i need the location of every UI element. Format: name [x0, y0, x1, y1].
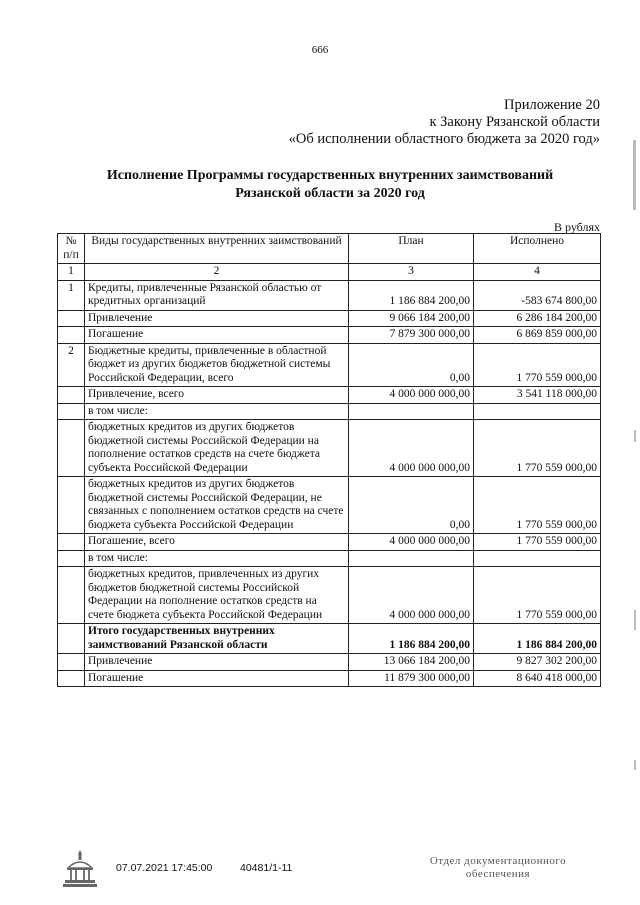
row-plan-cell: 1 186 884 200,00 — [349, 280, 474, 310]
index-cell: 4 — [474, 264, 601, 281]
row-plan-cell: 9 066 184 200,00 — [349, 310, 474, 327]
table-index-row — [58, 264, 601, 281]
row-name-cell: Привлечение, всего — [85, 387, 349, 404]
header-type: Виды государственных внутренних заимствований — [85, 234, 349, 264]
index-cell: 3 — [349, 264, 474, 281]
row-plan-cell: 13 066 184 200,00 — [349, 654, 474, 671]
row-plan-cell: 0,00 — [349, 477, 474, 534]
duma-logo-icon — [62, 848, 98, 890]
table-row — [58, 654, 601, 671]
table-row — [58, 310, 601, 327]
footer-reference: 40481/1-11 — [240, 862, 293, 874]
units-label: В рублях — [553, 220, 600, 234]
borrowing-program-table — [57, 233, 601, 687]
row-plan-cell: 0,00 — [349, 343, 474, 387]
row-name-cell: бюджетных кредитов из других бюджетов бюджетной системы Российской Федерации, не связанных с пополнением остатков средств на счете бюджета субъекта Российской Федерации — [85, 477, 349, 534]
row-actual-cell: 1 770 559 000,00 — [474, 567, 601, 624]
row-plan-cell — [349, 403, 474, 420]
row-name-cell: бюджетных кредитов из других бюджетов бюджетной системы Российской Федерации на пополнение остатков средств на счете бюджета субъекта Российской Федерации — [85, 420, 349, 477]
row-num-cell — [58, 567, 85, 624]
document-title — [60, 167, 600, 203]
row-actual-cell — [474, 403, 601, 420]
row-name-cell: Погашение — [85, 670, 349, 687]
title-line-2: Рязанской области за 2020 год — [235, 186, 425, 201]
appendix-line-3: «Об исполнении областного бюджета за 2020 год» — [288, 131, 600, 147]
row-actual-cell: 1 186 884 200,00 — [474, 624, 601, 654]
appendix-header — [289, 97, 600, 148]
row-num-cell — [58, 654, 85, 671]
row-actual-cell: 3 541 118 000,00 — [474, 387, 601, 404]
scan-edge-mark — [634, 760, 636, 770]
row-num-cell: 1 — [58, 280, 85, 310]
row-actual-cell: 8 640 418 000,00 — [474, 670, 601, 687]
table-row — [58, 403, 601, 420]
header-plan: План — [349, 234, 474, 264]
row-plan-cell: 1 186 884 200,00 — [349, 624, 474, 654]
table-row — [58, 387, 601, 404]
scan-edge-mark — [634, 430, 636, 442]
table-row — [58, 567, 601, 624]
row-num-cell — [58, 624, 85, 654]
table-row — [58, 327, 601, 344]
row-actual-cell: 9 827 302 200,00 — [474, 654, 601, 671]
table-row — [58, 624, 601, 654]
row-num-cell — [58, 387, 85, 404]
footer-date: 07.07.2021 17:45:00 — [116, 862, 213, 874]
row-name-cell: Бюджетные кредиты, привлеченные в областной бюджет из других бюджетов бюджетной системы Российской Федерации, всего — [85, 343, 349, 387]
department-stamp — [418, 855, 578, 881]
row-plan-cell: 11 879 300 000,00 — [349, 670, 474, 687]
row-num-cell — [58, 550, 85, 567]
table-row — [58, 420, 601, 477]
row-num-cell: 2 — [58, 343, 85, 387]
row-num-cell — [58, 420, 85, 477]
row-num-cell — [58, 477, 85, 534]
scan-edge-mark — [634, 610, 636, 630]
row-name-cell: Привлечение — [85, 654, 349, 671]
row-num-cell — [58, 534, 85, 551]
row-actual-cell: 1 770 559 000,00 — [474, 534, 601, 551]
row-name-cell: Итого государственных внутренних заимствований Рязанской области — [85, 624, 349, 654]
scan-edge-mark — [633, 140, 636, 210]
row-plan-cell — [349, 550, 474, 567]
row-actual-cell: 6 286 184 200,00 — [474, 310, 601, 327]
index-cell: 1 — [58, 264, 85, 281]
row-actual-cell — [474, 550, 601, 567]
row-num-cell — [58, 670, 85, 687]
header-num: № п/п — [58, 234, 85, 264]
row-plan-cell: 7 879 300 000,00 — [349, 327, 474, 344]
row-actual-cell: -583 674 800,00 — [474, 280, 601, 310]
page-number: 666 — [311, 44, 329, 56]
appendix-line-2: к Закону Рязанской области — [429, 114, 600, 130]
row-actual-cell: 1 770 559 000,00 — [474, 477, 601, 534]
table-row — [58, 670, 601, 687]
row-num-cell — [58, 327, 85, 344]
header-actual: Исполнено — [474, 234, 601, 264]
row-name-cell: Привлечение — [85, 310, 349, 327]
title-line-1: Исполнение Программы государственных внутренних заимствований — [106, 168, 554, 183]
table-row — [58, 550, 601, 567]
table-row — [58, 477, 601, 534]
row-name-cell: в том числе: — [85, 550, 349, 567]
row-actual-cell: 1 770 559 000,00 — [474, 343, 601, 387]
row-name-cell: Погашение, всего — [85, 534, 349, 551]
row-plan-cell: 4 000 000 000,00 — [349, 567, 474, 624]
table-row — [58, 343, 601, 387]
stamp-line-1: Отдел документационного — [429, 855, 567, 867]
index-cell: 2 — [85, 264, 349, 281]
row-name-cell: Кредиты, привлеченные Рязанской областью от кредитных организаций — [85, 280, 349, 310]
row-actual-cell: 6 869 859 000,00 — [474, 327, 601, 344]
table-header-row — [58, 234, 601, 264]
row-plan-cell: 4 000 000 000,00 — [349, 534, 474, 551]
row-name-cell: бюджетных кредитов, привлеченных из других бюджетов бюджетной системы Российской Федерации на пополнение остатков средств на счете бюджета субъекта Российской Федерации — [85, 567, 349, 624]
appendix-line-1: Приложение 20 — [504, 97, 600, 113]
row-name-cell: Погашение — [85, 327, 349, 344]
row-actual-cell: 1 770 559 000,00 — [474, 420, 601, 477]
row-num-cell — [58, 310, 85, 327]
stamp-line-2: обеспечения — [465, 868, 531, 880]
row-plan-cell: 4 000 000 000,00 — [349, 387, 474, 404]
table-row — [58, 534, 601, 551]
row-plan-cell: 4 000 000 000,00 — [349, 420, 474, 477]
row-name-cell: в том числе: — [85, 403, 349, 420]
table-body — [58, 280, 601, 687]
table-row — [58, 280, 601, 310]
row-num-cell — [58, 403, 85, 420]
